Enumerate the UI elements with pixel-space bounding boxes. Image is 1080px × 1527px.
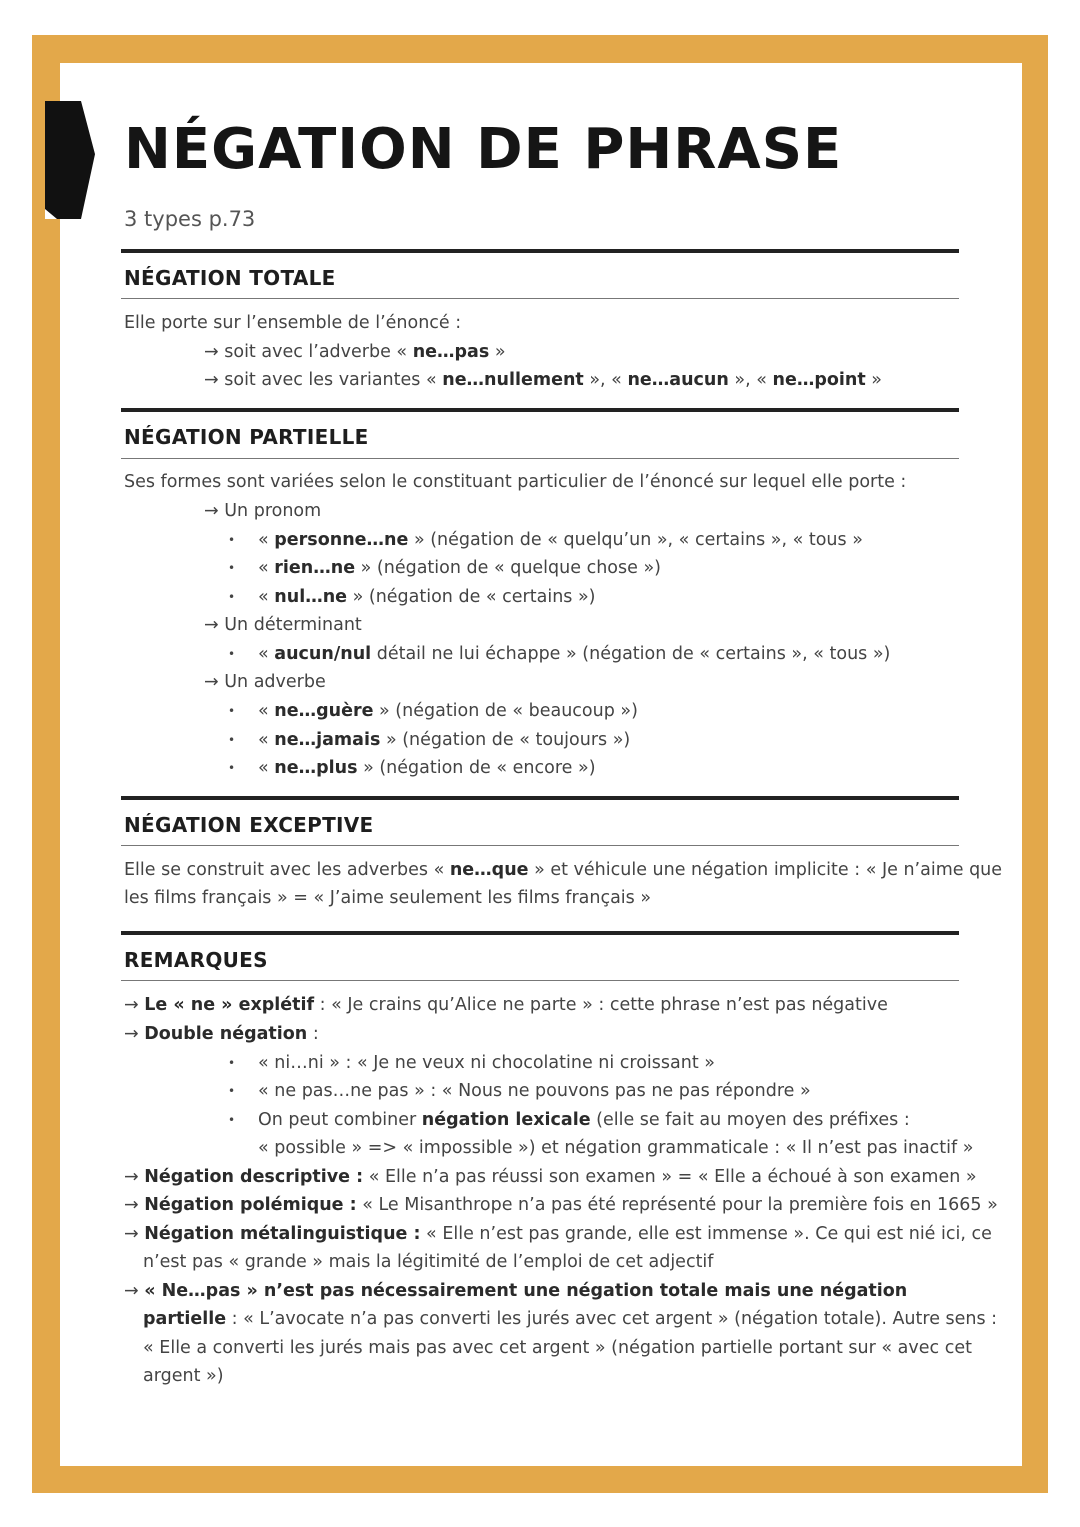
totale-item-1: → soit avec l’adverbe « ne…pas » [204, 342, 506, 362]
section-title-exceptive: NÉGATION EXCEPTIVE [124, 813, 374, 837]
page-title: NÉGATION DE PHRASE [124, 117, 843, 182]
arrow-icon: → [124, 1024, 139, 1044]
remark-polemique: → Négation polémique : « Le Misanthrope n’a pas été représenté pour la première fois en 1665 » [124, 1195, 998, 1215]
list-item: « personne…ne » (négation de « quelqu’un », « certains », « tous » [258, 530, 863, 550]
section-rule-bottom [121, 458, 959, 459]
bullet-icon: • [228, 533, 236, 547]
section-title-remarques: REMARQUES [124, 948, 268, 972]
remark-double-negation: → Double négation : [124, 1024, 319, 1044]
partielle-heading-pronom: → Un pronom [204, 501, 322, 521]
arrow-icon: → [204, 501, 219, 521]
section-rule-top [121, 408, 959, 412]
list-item: « ne…jamais » (négation de « toujours ») [258, 730, 631, 750]
bullet-icon: • [228, 704, 236, 718]
arrow-icon: → [124, 995, 139, 1015]
arrow-icon: → [124, 1195, 139, 1215]
arrow-icon: → [204, 342, 219, 362]
bullet-icon: • [228, 647, 236, 661]
remark-metalinguistique: → Négation métalinguistique : « Elle n’est pas grande, elle est immense ». Ce qui est nié ici, ce [124, 1224, 992, 1244]
remark-descriptive: → Négation descriptive : « Elle n’a pas réussi son examen » = « Elle a échoué à son examen » [124, 1167, 977, 1187]
remark-expletif: → Le « ne » explétif : « Je crains qu’Alice ne parte » : cette phrase n’est pas négative [124, 995, 888, 1015]
arrow-icon: → [204, 672, 219, 692]
arrow-icon: → [204, 615, 219, 635]
section-rule-top [121, 796, 959, 800]
section-rule-top [121, 249, 959, 253]
arrow-icon: → [124, 1281, 139, 1301]
section-title-totale: NÉGATION TOTALE [124, 266, 336, 290]
remark-ne-pas-cont: argent ») [143, 1366, 224, 1386]
bullet-icon: • [228, 1113, 236, 1127]
remark-metalinguistique-cont: n’est pas « grande » mais la légitimité de l’emploi de cet adjectif [143, 1252, 714, 1272]
partielle-heading-adverbe: → Un adverbe [204, 672, 326, 692]
remark-ne-pas: → « Ne…pas » n’est pas nécessairement une négation totale mais une négation [124, 1281, 908, 1301]
section-rule-bottom [121, 980, 959, 981]
section-title-partielle: NÉGATION PARTIELLE [124, 425, 369, 449]
remark-ne-pas-cont: « Elle a converti les jurés mais pas avec cet argent » (négation partielle portant sur « avec cet [143, 1338, 972, 1358]
totale-intro: Elle porte sur l’ensemble de l’énoncé : [124, 313, 462, 333]
list-item-continuation: « possible » => « impossible ») et négation grammaticale : « Il n’est pas inactif » [258, 1138, 974, 1158]
bullet-icon: • [228, 561, 236, 575]
section-rule-bottom [121, 845, 959, 846]
bullet-icon: • [228, 761, 236, 775]
partielle-heading-determinant: → Un déterminant [204, 615, 362, 635]
exceptive-line-2: les films français » = « J’aime seulement les films français » [124, 888, 652, 908]
bullet-icon: • [228, 1084, 236, 1098]
page-subtitle: 3 types p.73 [124, 207, 256, 231]
list-item: « ne…guère » (négation de « beaucoup ») [258, 701, 638, 721]
arrow-icon: → [204, 370, 219, 390]
list-item: « aucun/nul détail ne lui échappe » (négation de « certains », « tous ») [258, 644, 891, 664]
arrow-icon: → [124, 1167, 139, 1187]
arrow-icon: → [124, 1224, 139, 1244]
list-item: « nul…ne » (négation de « certains ») [258, 587, 596, 607]
list-item: « ne…plus » (négation de « encore ») [258, 758, 596, 778]
bullet-icon: • [228, 1056, 236, 1070]
exceptive-line-1: Elle se construit avec les adverbes « ne…que » et véhicule une négation implicite : « Je n’aime que [124, 860, 1003, 880]
section-rule-bottom [121, 298, 959, 299]
partielle-intro: Ses formes sont variées selon le constituant particulier de l’énoncé sur lequel elle porte : [124, 472, 907, 492]
remark-ne-pas-cont: partielle : « L’avocate n’a pas converti les jurés avec cet argent » (négation totale). Autre sens : [143, 1309, 998, 1329]
list-item: « rien…ne » (négation de « quelque chose ») [258, 558, 661, 578]
list-item: « ne pas…ne pas » : « Nous ne pouvons pas ne pas répondre » [258, 1081, 811, 1101]
totale-item-2: → soit avec les variantes « ne…nullement », « ne…aucun », « ne…point » [204, 370, 882, 390]
list-item: « ni…ni » : « Je ne veux ni chocolatine ni croissant » [258, 1053, 715, 1073]
list-item: On peut combiner négation lexicale (elle se fait au moyen des préfixes : [258, 1110, 910, 1130]
bullet-icon: • [228, 590, 236, 604]
bullet-icon: • [228, 733, 236, 747]
section-rule-top [121, 931, 959, 935]
